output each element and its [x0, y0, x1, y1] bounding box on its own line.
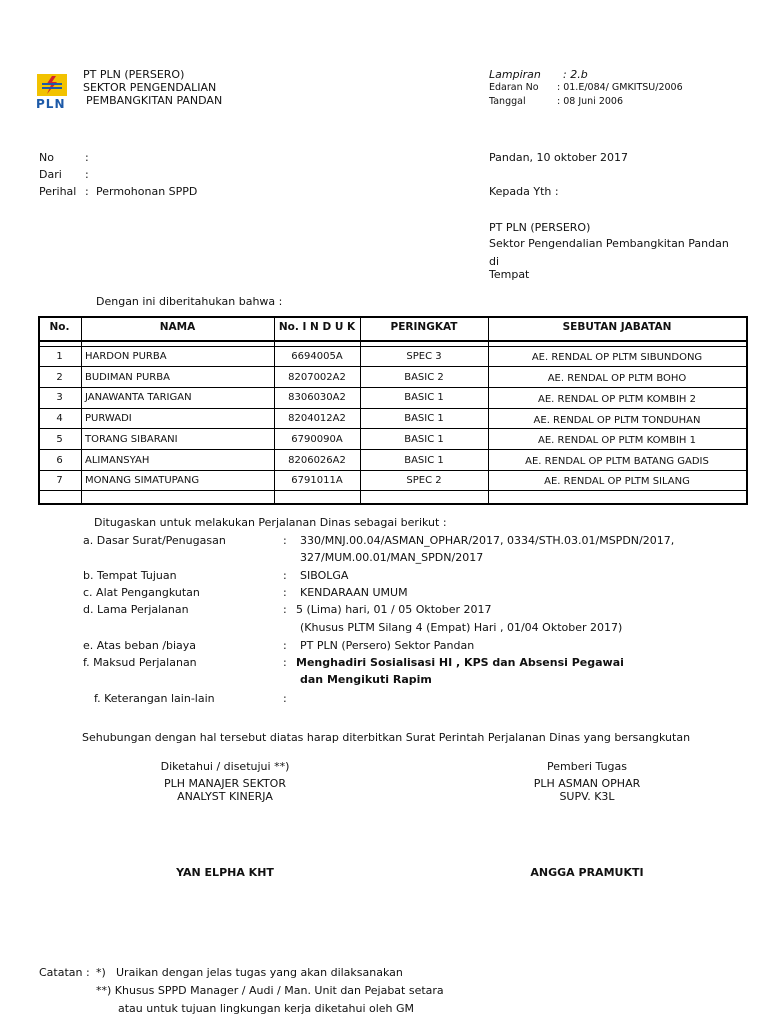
- approver-role-2: ANALYST KINERJA: [177, 790, 273, 803]
- cell-induk: 8207002A2: [288, 372, 346, 383]
- recipient-line4: Tempat: [489, 268, 530, 281]
- kepada-yth: Kepada Yth :: [489, 185, 559, 198]
- recipient-line2: Sektor Pengendalian Pembangkitan Pandan: [489, 237, 729, 250]
- assigner-role-2: SUPV. K3L: [559, 790, 615, 803]
- no-label: No: [39, 151, 54, 164]
- cell-no: 6: [56, 455, 63, 466]
- table-border-bottom: [38, 503, 748, 505]
- lama-label: d. Lama Perjalanan: [83, 603, 189, 616]
- maksud-value-1: Menghadiri Sosialisasi HI , KPS dan Absensi Pegawai: [296, 656, 624, 669]
- dari-label: Dari: [39, 168, 62, 181]
- cell-induk: 8204012A2: [288, 413, 346, 424]
- perihal-value: Permohonan SPPD: [96, 185, 198, 198]
- beban-colon: :: [283, 639, 287, 652]
- approver-name: YAN ELPHA KHT: [176, 866, 274, 879]
- angkutan-label: c. Alat Pengangkutan: [83, 586, 200, 599]
- cell-jabatan: AE. RENDAL OP PLTM SILANG: [544, 476, 690, 487]
- cell-jabatan: AE. RENDAL OP PLTM KOMBIH 2: [538, 394, 696, 405]
- col-header-jabatan: SEBUTAN JABATAN: [562, 321, 672, 333]
- cell-jabatan: AE. RENDAL OP PLTM TONDUHAN: [533, 415, 701, 426]
- recipient-line1: PT PLN (PERSERO): [489, 221, 591, 234]
- cell-jabatan: AE. RENDAL OP PLTM KOMBIH 1: [538, 435, 696, 446]
- unit-name-line1: SEKTOR PENGENDALIAN: [83, 81, 217, 94]
- table-row-divider: [38, 408, 748, 409]
- table-row-divider: [38, 387, 748, 388]
- angkutan-colon: :: [283, 586, 287, 599]
- recipient-line3: di: [489, 255, 500, 268]
- keterangan-colon: :: [283, 692, 287, 705]
- col-header-induk: No. I N D U K: [278, 321, 356, 333]
- table-border-top: [38, 316, 748, 318]
- cell-nama: TORANG SIBARANI: [85, 434, 178, 445]
- col-header-nama: NAMA: [159, 321, 196, 333]
- cell-peringkat: BASIC 1: [404, 392, 444, 403]
- table-row-divider: [38, 366, 748, 367]
- assignment-intro: Ditugaskan untuk melakukan Perjalanan Dinas sebagai berikut :: [94, 516, 447, 529]
- cell-no: 7: [56, 475, 63, 486]
- dari-colon: :: [85, 168, 89, 181]
- maksud-label: f. Maksud Perjalanan: [83, 656, 197, 669]
- dasar-value-1: 330/MNJ.00.04/ASMAN_OPHAR/2017, 0334/STH.03.01/MSPDN/2017,: [300, 534, 675, 547]
- lama-value-1: 5 (Lima) hari, 01 / 05 Oktober 2017: [296, 603, 492, 616]
- tujuan-colon: :: [283, 569, 287, 582]
- cell-nama: PURWADI: [85, 413, 132, 424]
- assigner-role-1: PLH ASMAN OPHAR: [533, 777, 641, 790]
- table-row-divider: [38, 428, 748, 429]
- personnel-table: [38, 316, 768, 506]
- cell-no: 5: [56, 434, 63, 445]
- tujuan-value: SIBOLGA: [300, 569, 349, 582]
- cell-induk: 6791011A: [291, 475, 343, 486]
- approver-title: Diketahui / disetujui **): [160, 760, 290, 773]
- table-row-divider: [38, 470, 748, 471]
- cell-induk: 8206026A2: [288, 455, 346, 466]
- edaran-label: Edaran No: [489, 82, 539, 93]
- intro-text: Dengan ini diberitahukan bahwa :: [96, 295, 283, 308]
- notes-label: Catatan :: [39, 966, 90, 979]
- lampiran-label: Lampiran: [489, 68, 541, 81]
- cell-induk: 6694005A: [291, 351, 343, 362]
- cell-no: 1: [56, 351, 63, 362]
- note-3-text: atau untuk tujuan lingkungan kerja diketahui oleh GM: [118, 1002, 415, 1015]
- cell-jabatan: AE. RENDAL OP PLTM BATANG GADIS: [525, 456, 709, 467]
- perihal-colon: :: [85, 185, 89, 198]
- cell-jabatan: AE. RENDAL OP PLTM SIBUNDONG: [531, 352, 703, 363]
- assigner-title: Pemberi Tugas: [546, 760, 628, 773]
- tujuan-label: b. Tempat Tujuan: [83, 569, 177, 582]
- cell-no: 2: [56, 372, 63, 383]
- note-1-mark: *): [96, 966, 106, 979]
- cell-peringkat: BASIC 1: [404, 413, 444, 424]
- table-row-divider: [38, 490, 748, 491]
- cell-induk: 8306030A2: [288, 392, 346, 403]
- unit-name-line2: PEMBANGKITAN PANDAN: [86, 94, 223, 107]
- perihal-label: Perihal: [39, 185, 77, 198]
- cell-jabatan: AE. RENDAL OP PLTM BOHO: [547, 373, 687, 384]
- note-1-text: Uraikan dengan jelas tugas yang akan dilaksanakan: [116, 966, 403, 979]
- table-col-line: [746, 316, 748, 505]
- table-header-divider: [38, 340, 748, 342]
- cell-peringkat: BASIC 1: [404, 434, 444, 445]
- edaran-value: : 01.E/084/ GMKITSU/2006: [557, 82, 683, 93]
- dasar-value-2: 327/MUM.00.01/MAN_SPDN/2017: [300, 551, 484, 564]
- cell-peringkat: BASIC 1: [404, 455, 444, 466]
- keterangan-label: f. Keterangan lain-lain: [94, 692, 215, 705]
- lama-colon: :: [283, 603, 287, 616]
- angkutan-value: KENDARAAN UMUM: [300, 586, 408, 599]
- cell-no: 3: [56, 392, 63, 403]
- cell-peringkat: SPEC 3: [406, 351, 442, 362]
- col-header-peringkat: PERINGKAT: [390, 321, 458, 333]
- cell-induk: 6790090A: [291, 434, 343, 445]
- note-2-text: **) Khusus SPPD Manager / Audi / Man. Unit dan Pejabat setara: [96, 984, 444, 997]
- assigner-name: ANGGA PRAMUKTI: [530, 866, 644, 879]
- approver-role-1: PLH MANAJER SEKTOR: [164, 777, 286, 790]
- lama-value-2: (Khusus PLTM Silang 4 (Empat) Hari , 01/04 Oktober 2017): [300, 621, 623, 634]
- lampiran-value: : 2.b: [563, 68, 588, 81]
- col-header-no: No.: [49, 321, 70, 333]
- place-date: Pandan, 10 oktober 2017: [489, 151, 628, 164]
- cell-nama: JANAWANTA TARIGAN: [85, 392, 192, 403]
- cell-nama: ALIMANSYAH: [85, 455, 150, 466]
- company-name: PT PLN (PERSERO): [83, 68, 185, 81]
- beban-value: PT PLN (Persero) Sektor Pandan: [300, 639, 475, 652]
- beban-label: e. Atas beban /biaya: [83, 639, 197, 652]
- cell-nama: MONANG SIMATUPANG: [85, 475, 200, 486]
- maksud-value-2: dan Mengikuti Rapim: [300, 673, 432, 686]
- tanggal-value: : 08 Juni 2006: [557, 96, 624, 107]
- cell-peringkat: BASIC 2: [404, 372, 444, 383]
- cell-nama: HARDON PURBA: [85, 351, 167, 362]
- table-col-line: [81, 316, 82, 505]
- tanggal-label: Tanggal: [489, 96, 526, 107]
- cell-no: 4: [56, 413, 63, 424]
- table-row-divider: [38, 346, 748, 347]
- dasar-colon: :: [283, 534, 287, 547]
- closing-text: Sehubungan dengan hal tersebut diatas harap diterbitkan Surat Perintah Perjalanan Dinas yang bersangkutan: [82, 731, 691, 744]
- dasar-label: a. Dasar Surat/Penugasan: [83, 534, 226, 547]
- cell-nama: BUDIMAN PURBA: [85, 372, 170, 383]
- maksud-colon: :: [283, 656, 287, 669]
- logo-text: PLN: [36, 97, 66, 111]
- table-row-divider: [38, 449, 748, 450]
- no-colon: :: [85, 151, 89, 164]
- cell-peringkat: SPEC 2: [406, 475, 442, 486]
